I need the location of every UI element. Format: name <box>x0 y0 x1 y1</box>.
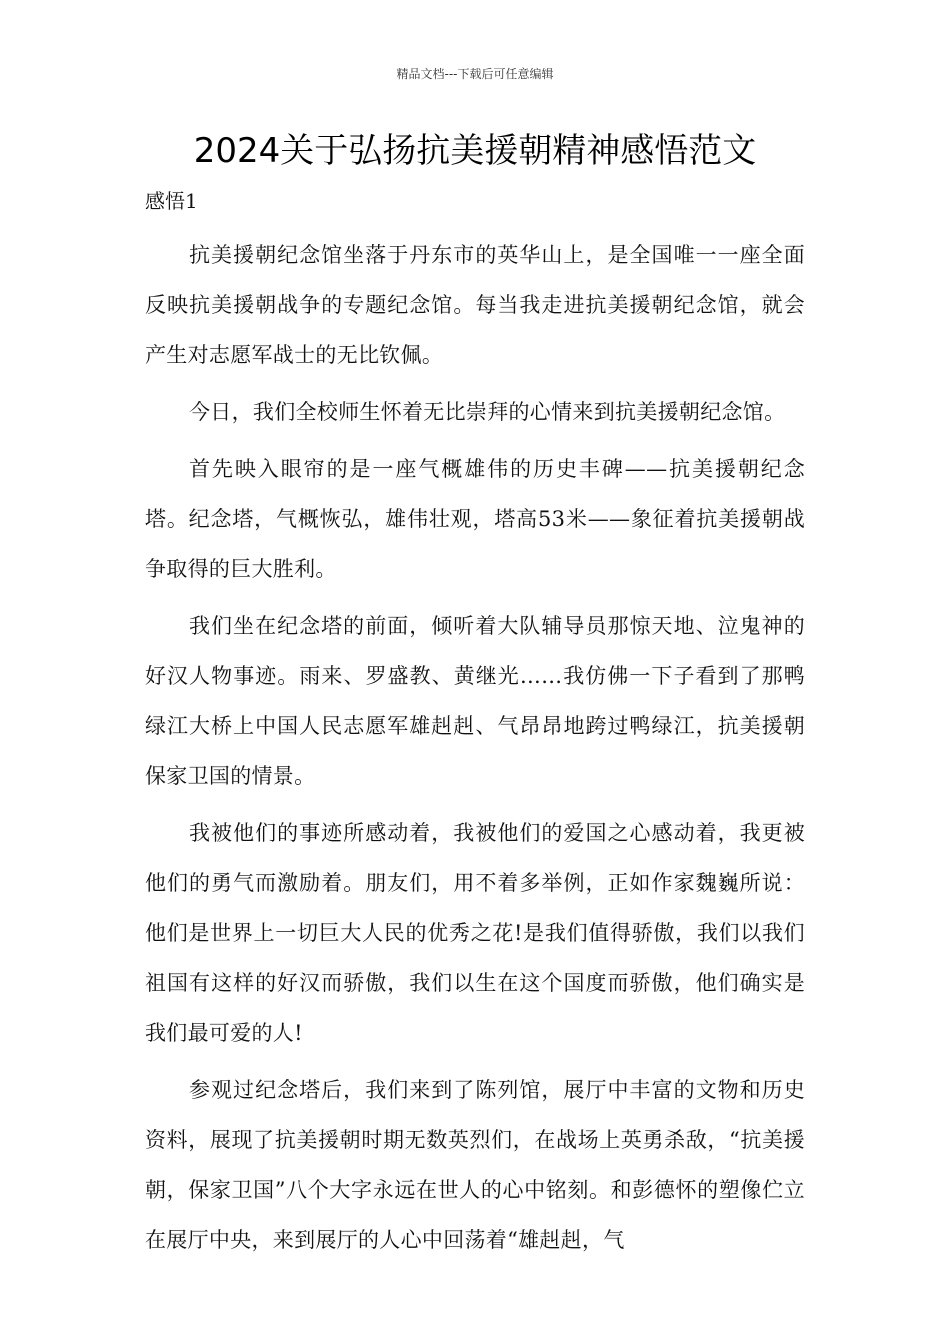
header-note: 精品文档---下载后可任意编辑 <box>396 67 554 81</box>
paragraph: 我们坐在纪念塔的前面，倾听着大队辅导员那惊天地、泣鬼神的好汉人物事迹。雨来、罗盛教、黄继光……我仿佛一下子看到了那鸭绿江大桥上中国人民志愿军雄赳赳、气昂昂地跨过鸭绿江，抗美援朝保家卫国的情景。 <box>145 614 805 788</box>
paragraph: 首先映入眼帘的是一座气概雄伟的历史丰碑——抗美援朝纪念塔。纪念塔，气概恢弘，雄伟壮观，塔高53米——象征着抗美援朝战争取得的巨大胜利。 <box>145 457 805 581</box>
document-title: 2024关于弘扬抗美援朝精神感悟范文 <box>193 131 757 171</box>
paragraph: 抗美援朝纪念馆坐落于丹东市的英华山上，是全国唯一一座全面反映抗美援朝战争的专题纪念馆。每当我走进抗美援朝纪念馆，就会产生对志愿军战士的无比钦佩。 <box>145 243 805 367</box>
section-label: 感悟1 <box>145 189 198 213</box>
paragraph: 参观过纪念塔后，我们来到了陈列馆，展厅中丰富的文物和历史资料，展现了抗美援朝时期无数英烈们，在战场上英勇杀敌，“抗美援朝，保家卫国”八个大字永远在世人的心中铭刻。和彭德怀的塑像伫立在展厅中央，来到展厅的人心中回荡着“雄赳赳，气 <box>145 1078 805 1252</box>
paragraph: 我被他们的事迹所感动着，我被他们的爱国之心感动着，我更被他们的勇气而激励着。朋友们，用不着多举例，正如作家魏巍所说：他们是世界上一切巨大人民的优秀之花!是我们值得骄傲，我们以我们祖国有这样的好汉而骄傲，我们以生在这个国度而骄傲，他们确实是我们最可爱的人! <box>145 821 805 1045</box>
body-text <box>145 230 805 1272</box>
paragraph: 今日，我们全校师生怀着无比崇拜的心情来到抗美援朝纪念馆。 <box>189 400 786 424</box>
